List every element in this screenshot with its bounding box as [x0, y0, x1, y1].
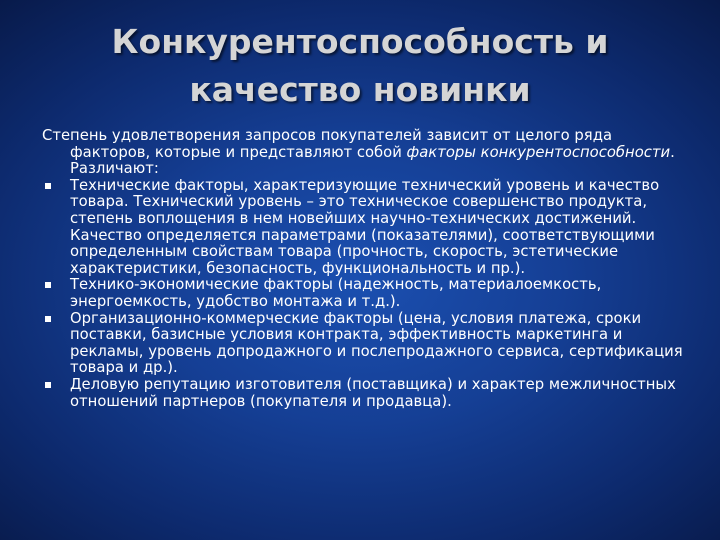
slide-title-line-1: Конкурентоспособность и [111, 22, 609, 61]
bullet-item [42, 311, 692, 377]
bullet-item [42, 377, 692, 410]
square-bullet-icon [45, 282, 51, 288]
bullet-list [42, 178, 692, 410]
intro-text-start: Степень удовлетворения запросов покупателей зависит от целого ряда факторов, которые и представляют собой [42, 127, 613, 161]
square-bullet-icon [45, 183, 51, 189]
bullet-item [42, 277, 692, 310]
intro-text-italic: факторы конкурентоспособности [406, 143, 671, 161]
slide-body [42, 128, 692, 410]
bullet-text: Технические факторы, характеризующие технический уровень и качество товара. Технический уровень – это техническое совершенство продукта, степень воплощения в нем новейших научно-технических достижений. Качество определяется параметрами (показателями), соответствующими определенным свойствам товара (прочность, скорость, эстетические характеристики, безопасность, функциональность и пр.). [70, 176, 660, 277]
intro-paragraph [42, 128, 692, 178]
square-bullet-icon [45, 316, 51, 322]
slide-title-line-2: качество новинки [189, 70, 531, 109]
bullet-item [42, 178, 692, 278]
intro-text-end: . Различают: [70, 143, 675, 178]
bullet-text: Технико-экономические факторы (надежность, материалоемкость, энергоемкость, удобство монтажа и т.д.). [70, 276, 602, 310]
slide-title [40, 18, 680, 114]
bullet-text: Организационно-коммерческие факторы (цена, условия платежа, сроки поставки, базисные условия контракта, эффективность маркетинга и рекламы, уровень допродажного и послепродажного сервиса, сертификация товара и др.). [70, 309, 683, 377]
bullet-text: Деловую репутацию изготовителя (поставщика) и характер межличностных отношений партнеров (покупателя и продавца). [70, 375, 676, 410]
square-bullet-icon [45, 382, 51, 388]
